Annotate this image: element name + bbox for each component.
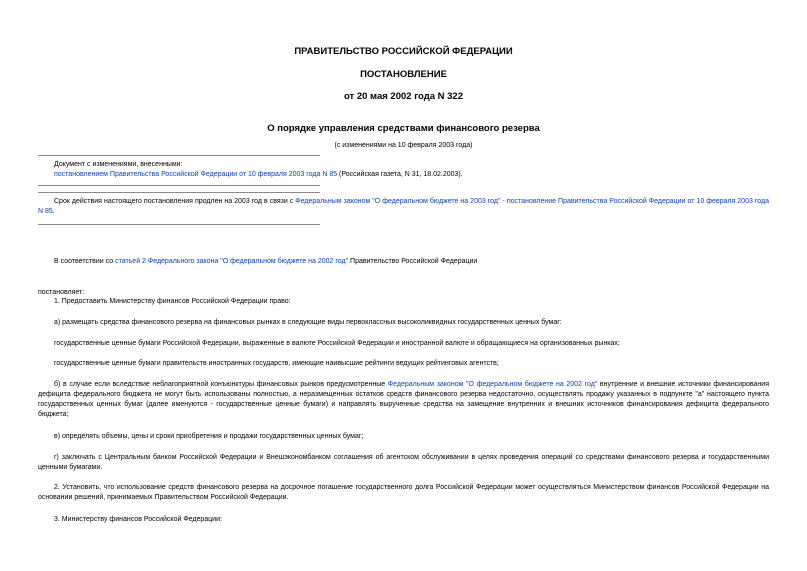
subparagraph-g: г) заключать с Центральным банком Российской Федерации и Внешэкономбанком соглашения об агентском обслуживании в целях проведения операций со средствами финансового резерва и государственными ценными бумагами. — [38, 454, 769, 471]
amended-note: (с изменениями на 10 февраля 2003 года) — [334, 142, 473, 149]
amendments-line — [54, 170, 463, 180]
validity-text-end: . — [52, 208, 55, 215]
divider — [38, 185, 320, 186]
document-title: О порядке управления средствами финансового резерва — [267, 123, 540, 134]
divider — [38, 155, 320, 156]
paragraph-2: 2. Установить, что использование средств финансового резерва на досрочное погашение государственного долга Российской Федерации может осуществляться Министерством финансов Российской Федерации на основании решений, принимаемых Правительством Российской Федерации. — [38, 484, 769, 501]
resolves-word: постановляет: — [38, 289, 85, 296]
subparagraph-a-item-2: государственные ценные бумаги правительств иностранных государств, имеющие наивысшие рейтинги ведущих рейтинговых агентств; — [54, 360, 499, 367]
divider — [38, 192, 320, 193]
budget-2002-article-link[interactable]: статьей 2 Федерального закона "О федеральном бюджете на 2002 год" — [115, 258, 349, 265]
preamble — [54, 257, 477, 267]
budget-2002-law-link[interactable]: Федеральным законом "О федеральном бюджете на 2002 год" — [387, 381, 598, 388]
preamble-text: В соответствии со — [54, 258, 116, 265]
preamble-text-end: Правительство Российской Федерации — [348, 258, 478, 265]
amendments-source: (Российская газета, N 31, 18.02.2003). — [337, 171, 463, 178]
document-date-number: от 20 мая 2002 года N 322 — [343, 91, 464, 102]
paragraph-1: 1. Предоставить Министерству финансов Российской Федерации право: — [54, 298, 291, 305]
document-type: ПОСТАНОВЛЕНИЕ — [360, 69, 447, 80]
budget-2003-law-link[interactable]: Федеральным законом "О федеральном бюджете на 2003 год" - постановление Правительства Российской Федерации от 10 февраля 2003 года N 85 — [38, 198, 769, 215]
subparagraph-b — [38, 380, 769, 420]
subparagraph-v: в) определять объемы, цены и сроки приобретения и продажи государственных ценных бумаг; — [54, 433, 364, 440]
amending-decree-link[interactable]: постановлением Правительства Российской Федерации от 10 февраля 2003 года N 85 — [54, 171, 338, 178]
validity-note — [38, 197, 769, 217]
subparagraph-a-item-1: государственные ценные бумаги Российской Федерации, выраженные в валюте Российской Федерации и иностранной валюте и обращающиеся на организованных рынках; — [54, 340, 620, 347]
government-heading: ПРАВИТЕЛЬСТВО РОССИЙСКОЙ ФЕДЕРАЦИИ — [294, 46, 513, 57]
validity-text: Срок действия настоящего постановления продлен на 2003 год в связи с — [54, 198, 296, 205]
subparagraph-a: а) размещать средства финансового резерва на финансовых рынках в следующие виды первоклассных высоколиквидных государственных ценных бумаг: — [54, 319, 562, 326]
subparagraph-b-text: б) в случае если вследствие неблагоприятной конъюнктуры финансовых рынков предусмотренные — [54, 381, 388, 388]
divider — [38, 224, 320, 225]
amendments-intro: Документ с изменениями, внесенными: — [54, 161, 183, 168]
paragraph-3: 3. Министерству финансов Российской Федерации: — [54, 516, 222, 523]
subparagraph-b-text-end: внутренние и внешние источники финансирования дефицита федерального бюджета не могут быть использованы полностью, а неразмещенных остатков средств финансового резерва недостаточно, осуществлять продажу указанных в подпункте "а" настоящего пункта государственных ценных бумаг (далее именуются - государственные ценные бумаги) и направлять вырученные средства на замещение внутренних и внешних источников финансирования дефицита федерального бюджета; — [38, 381, 769, 418]
